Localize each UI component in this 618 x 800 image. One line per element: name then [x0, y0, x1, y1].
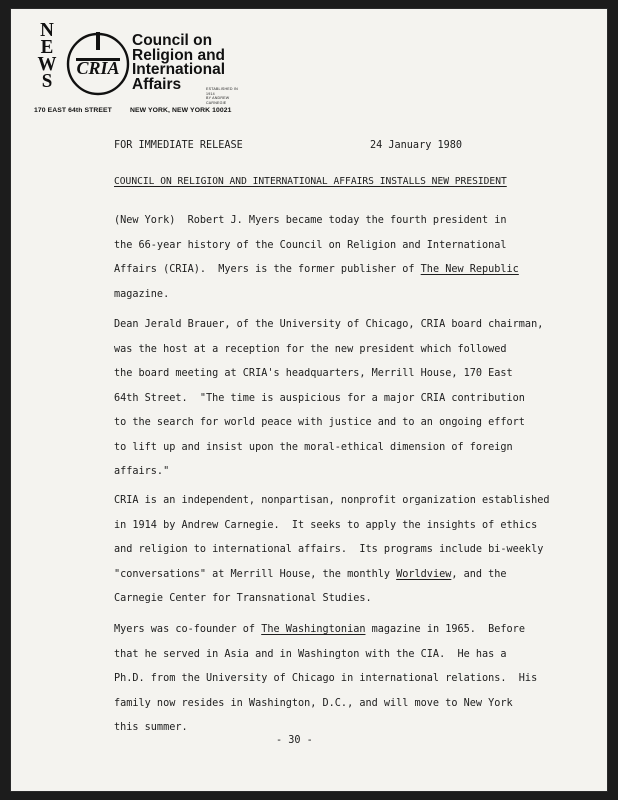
seal-text: CRIA [76, 58, 120, 78]
text-line: this summer. [114, 722, 188, 733]
release-date: 24 January 1980 [370, 140, 463, 151]
news-letter: W [37, 53, 57, 75]
text-line: (New York) Robert J. Myers became today the fourth president in [114, 215, 507, 226]
text-line: and religion to international affairs. Its programs include bi-weekly [114, 544, 544, 555]
cria-seal-logo [62, 28, 134, 100]
text-segment: Affairs (CRIA). Myers is the former publisher of [114, 264, 421, 275]
paragraph-4 [114, 618, 537, 741]
org-name-line: Affairs [132, 75, 182, 93]
text-segment: magazine in 1965. Before [365, 624, 525, 635]
publication-title: The New Republic [420, 264, 519, 275]
tagline-line: ESTABLISHED IN 1914 [206, 87, 238, 96]
text-segment: , and the [451, 568, 507, 580]
text-line [114, 618, 537, 643]
text-line: in 1914 by Andrew Carnegie. It seeks to apply the insights of ethics [114, 519, 538, 531]
text-line: the board meeting at CRIA's headquarters, Merrill House, 170 East [114, 368, 513, 379]
publication-title: The Washingtonian [261, 624, 366, 635]
news-wordmark [36, 19, 58, 92]
news-letter: S [41, 70, 53, 92]
text-line: 64th Street. "The time is auspicious for a major CRIA contribution [114, 392, 525, 404]
release-label: FOR IMMEDIATE RELEASE [114, 140, 243, 151]
text-line: Dean Jerald Brauer, of the University of Chicago, CRIA board chairman, [114, 319, 544, 330]
text-line: was the host at a reception for the new president which followed [114, 343, 507, 355]
text-line: magazine. [114, 288, 170, 300]
text-segment: Myers was co-founder of [114, 624, 262, 635]
org-tagline [206, 87, 246, 105]
text-line: that he served in Asia and in Washington with the CIA. He has a [114, 648, 507, 660]
document-page [10, 8, 608, 792]
paragraph-2 [114, 313, 543, 485]
text-line: to lift up and insist upon the moral-ethical dimension of foreign [114, 441, 513, 453]
news-letter: E [40, 36, 54, 58]
page-number: - 30 - [276, 735, 313, 746]
org-name-line: International [132, 61, 226, 78]
text-line: Ph.D. from the University of Chicago in international relations. His [114, 673, 538, 684]
org-name-line: Religion and [132, 46, 225, 64]
text-line: the 66-year history of the Council on Religion and International [114, 239, 507, 251]
publication-title: Worldview [396, 568, 452, 580]
text-line: affairs." [114, 466, 170, 477]
text-line: Carnegie Center for Transnational Studies. [114, 593, 372, 604]
paragraph-3 [114, 489, 549, 612]
text-line [114, 563, 549, 588]
letterhead [10, 8, 608, 128]
text-line: family now resides in Washington, D.C., and will move to New York [114, 697, 513, 709]
text-line [114, 258, 519, 283]
text-line: CRIA is an independent, nonpartisan, nonprofit organization established [114, 495, 550, 506]
organization-name [132, 34, 272, 92]
org-name-line: Council on [132, 32, 213, 49]
tagline-line: BY ANDREW CARNEGIE [206, 96, 230, 105]
news-letter: N [40, 19, 54, 41]
address-city: NEW YORK, NEW YORK 10021 [130, 107, 232, 114]
headline: COUNCIL ON RELIGION AND INTERNATIONAL AFFAIRS INSTALLS NEW PRESIDENT [114, 176, 507, 187]
address-street: 170 EAST 64th STREET [34, 107, 112, 114]
text-segment: "conversations" at Merrill House, the monthly [114, 568, 397, 580]
text-line: to the search for world peace with justice and to an ongoing effort [114, 417, 525, 428]
paragraph-1 [114, 209, 519, 307]
